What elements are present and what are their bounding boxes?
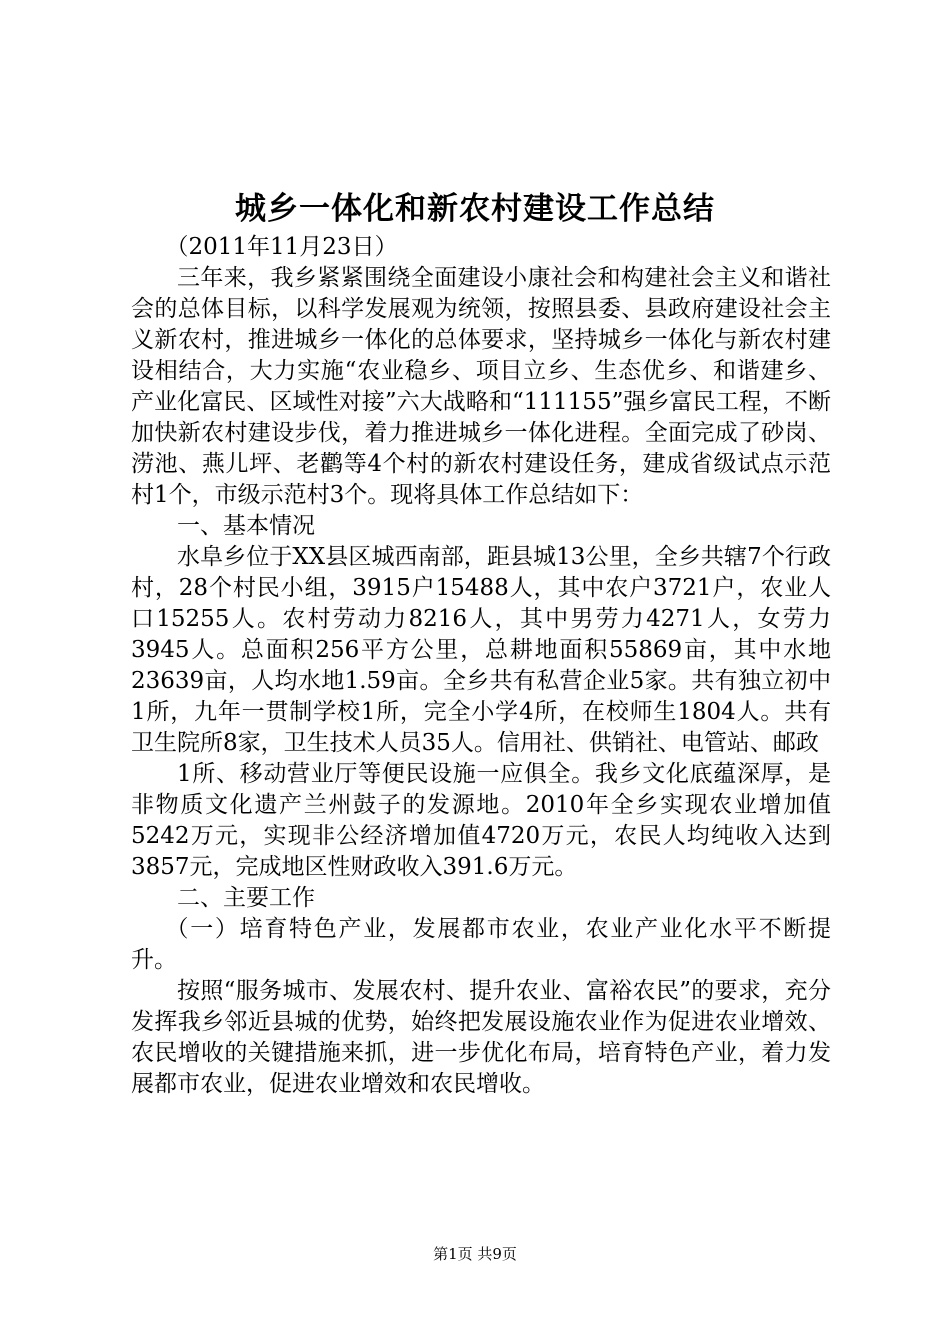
paragraph-intro: 三年来，我乡紧紧围绕全面建设小康社会和构建社会主义和谐社会的总体目标，以科学发展观为统领，按照县委、县政府建设社会主义新农村，推进城乡一体化的总体要求，坚持城乡一体化与新农村建设相结合，大力实施“农业稳乡、项目立乡、生态优乡、和谐建乡、产业化富民、区域性对接”六大战略和“111155”强乡富民工程，不断加快新农村建设步伐，着力推进城乡一体化进程。全面完成了砂岗、涝池、燕儿坪、老鹳等4个村的新农村建设任务，建成省级试点示范村1个，市级示范村3个。现将具体工作总结如下： (131, 265, 831, 508)
document-body (131, 232, 831, 1100)
paragraph-basic-situation-continued: 1所、移动营业厅等便民设施一应俱全。我乡文化底蕴深厚，是非物质文化遗产兰州鼓子的发源地。2010年全乡实现农业增加值5242万元，实现非公经济增加值4720万元，农民人均纯收入达到3857元，完成地区性财政收入391.6万元。 (131, 761, 831, 880)
document-date: （2011年11月23日） (165, 234, 398, 260)
subsection-heading-industry: （一）培育特色产业，发展都市农业，农业产业化水平不断提升。 (131, 916, 831, 973)
page-footer: 第1页 共9页 (433, 1245, 517, 1263)
document-title: 城乡一体化和新农村建设工作总结 (235, 191, 715, 227)
paragraph-industry: 按照“服务城市、发展农村、提升农业、富裕农民”的要求，充分发挥我乡邻近县城的优势，始终把发展设施农业作为促进农业增效、农民增收的关键措施来抓，进一步优化布局，培育特色产业，着力发展都市农业，促进农业增效和农民增收。 (131, 978, 831, 1097)
paragraph-basic-situation: 水阜乡位于XX县区城西南部，距县城13公里，全乡共辖7个行政村，28个村民小组，3915户15488人，其中农户3721户，农业人口15255人。农村劳动力8216人，其中男劳力4271人，女劳力3945人。总面积256平方公里，总耕地面积55869亩，其中水地23639亩，人均水地1.59亩。全乡共有私营企业5家。共有独立初中1所，九年一贯制学校1所，完全小学4所，在校师生1804人。共有卫生院所8家，卫生技术人员35人。信用社、供销社、电管站、邮政 (131, 544, 831, 756)
section-heading-main-work: 二、主要工作 (177, 885, 315, 911)
section-heading-basic-situation: 一、基本情况 (177, 513, 315, 539)
